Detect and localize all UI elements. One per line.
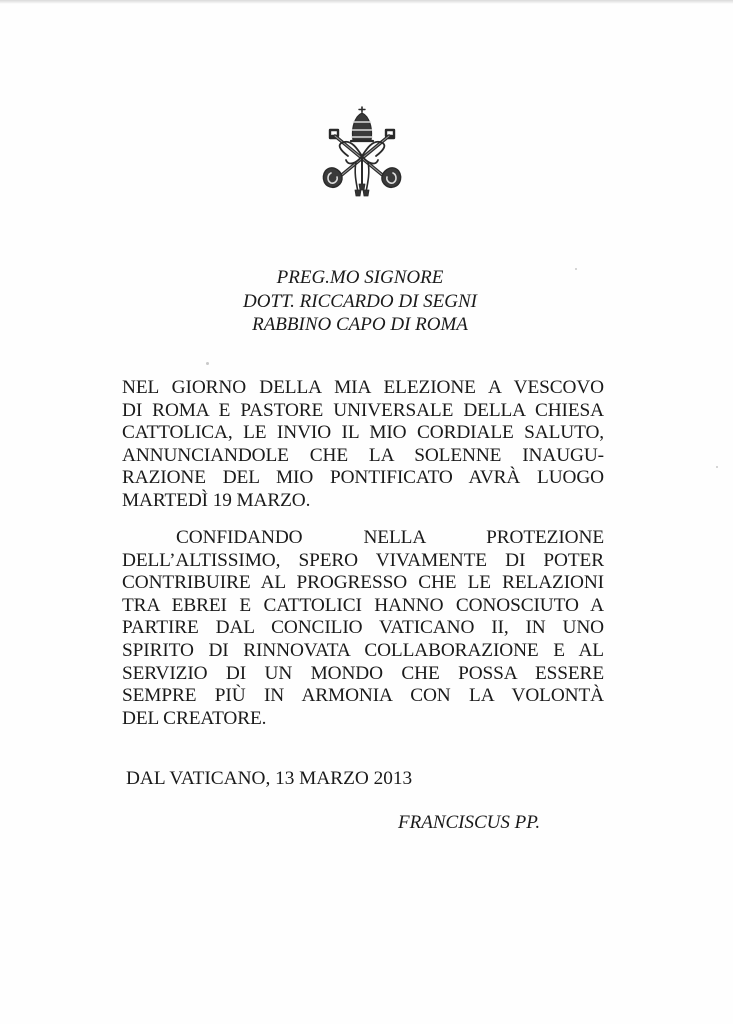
text-line: SERVIZIO DI UN MONDO CHE POSSA ESSERE	[122, 662, 604, 684]
text-line: PARTIRE DAL CONCILIO VATICANO II, IN UNO	[122, 617, 604, 639]
address-line: PREG.MO SIGNORE	[276, 267, 444, 288]
scan-top-edge	[0, 0, 733, 4]
signature: FRANCISCUS PP.	[398, 812, 541, 833]
text-line: ANNUNCIANDOLE CHE LA SOLENNE INAUGU-	[122, 444, 604, 466]
text-line: DELL’ALTISSIMO, SPERO VIVAMENTE DI POTER	[122, 549, 604, 571]
paragraph-one	[122, 377, 604, 513]
text-line: DEL CREATORE.	[122, 707, 267, 729]
text-line: CONTRIBUIRE AL PROGRESSO CHE LE RELAZIONI	[122, 572, 604, 594]
address-line: RABBINO CAPO DI ROMA	[252, 314, 468, 335]
text-line: NEL GIORNO DELLA MIA ELEZIONE A VESCOVO	[122, 377, 604, 398]
text-line: DI ROMA E PASTORE UNIVERSALE DELLA CHIESA	[122, 399, 604, 421]
text-line: CATTOLICA, LE INVIO IL MIO CORDIALE SALUTO,	[122, 422, 604, 444]
text-line: CONFIDANDO NELLA PROTEZIONE	[176, 527, 604, 548]
scan-speck	[206, 362, 209, 365]
dateline: DAL VATICANO, 13 MARZO 2013	[126, 768, 413, 789]
text-line: MARTEDÌ 19 MARZO.	[122, 489, 311, 511]
scan-speck	[716, 466, 718, 468]
paragraph-two	[122, 527, 604, 730]
recipient-address	[200, 266, 520, 337]
text-line: RAZIONE DEL MIO PONTIFICATO AVRÀ LUOGO	[122, 467, 604, 489]
papal-emblem-icon	[318, 104, 406, 198]
address-line: DOTT. RICCARDO DI SEGNI	[243, 290, 477, 312]
text-line: TRA EBREI E CATTOLICI HANNO CONOSCIUTO A	[122, 594, 604, 616]
scan-speck	[575, 268, 577, 270]
text-line: SPIRITO DI RINNOVATA COLLABORAZIONE E AL	[122, 639, 604, 661]
text-line: SEMPRE PIÙ IN ARMONIA CON LA VOLONTÀ	[122, 685, 604, 707]
